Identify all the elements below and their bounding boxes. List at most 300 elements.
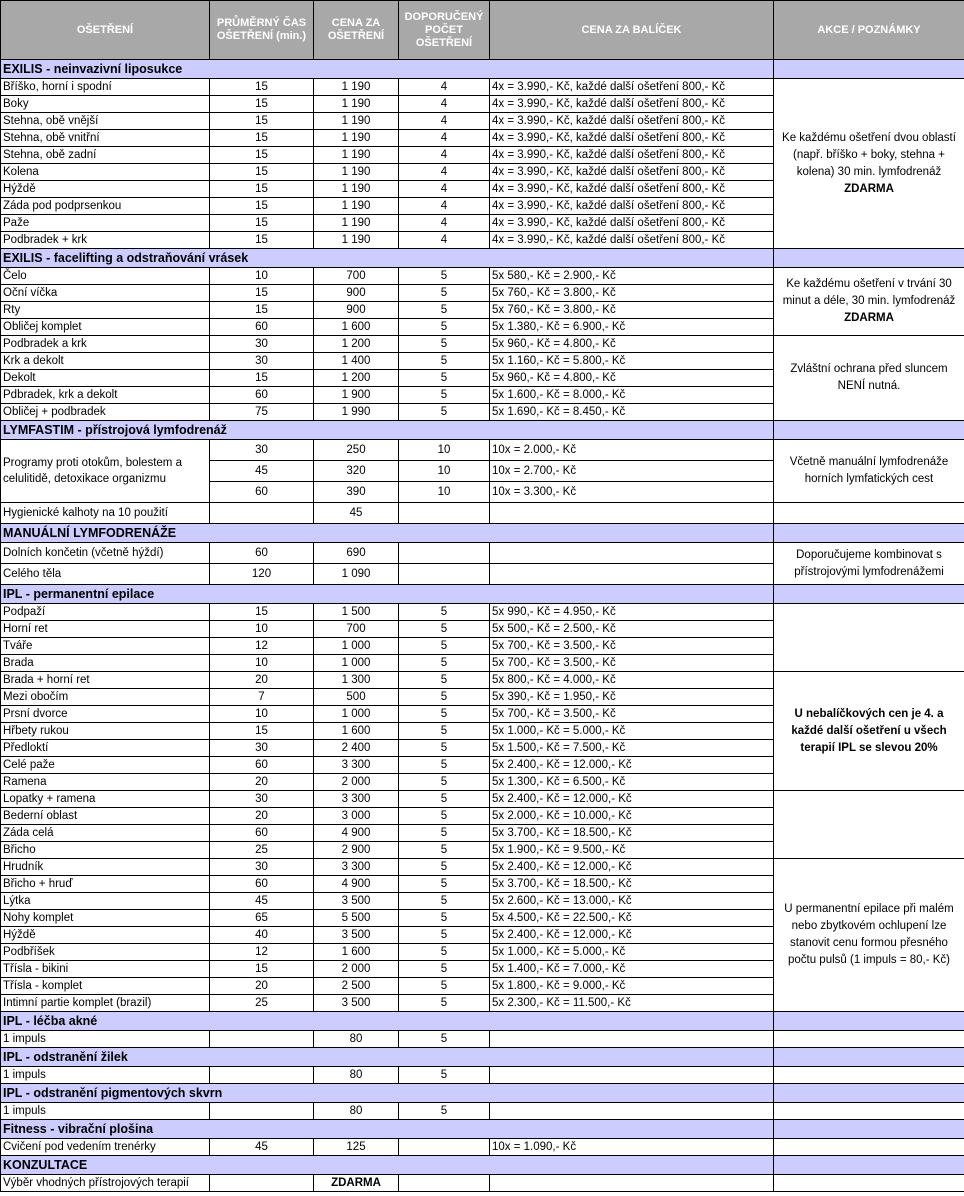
price: 500 bbox=[314, 689, 399, 706]
recommended-count: 5 bbox=[399, 808, 490, 825]
package-price: 5x 1.000,- Kč = 5.000,- Kč bbox=[490, 944, 774, 961]
price: 45 bbox=[314, 503, 399, 524]
section-notes-cell bbox=[774, 1120, 964, 1139]
table-row bbox=[1, 1139, 964, 1156]
package-price: 5x 4.500,- Kč = 22.500,- Kč bbox=[490, 910, 774, 927]
duration: 120 bbox=[210, 564, 314, 585]
duration: 20 bbox=[210, 978, 314, 995]
price: 1 190 bbox=[314, 232, 399, 249]
price: 1 190 bbox=[314, 215, 399, 232]
treatment-name: Stehna, obě vnější bbox=[1, 113, 210, 130]
recommended-count: 4 bbox=[399, 198, 490, 215]
section-title: KONZULTACE bbox=[1, 1156, 774, 1175]
recommended-count: 5 bbox=[399, 319, 490, 336]
package-price: 5x 1.600,- Kč = 8.000,- Kč bbox=[490, 387, 774, 404]
price: 1 000 bbox=[314, 638, 399, 655]
price: 4 900 bbox=[314, 876, 399, 893]
duration: 20 bbox=[210, 672, 314, 689]
price: 1 190 bbox=[314, 147, 399, 164]
section-row bbox=[1, 60, 964, 79]
price: 700 bbox=[314, 268, 399, 285]
section-title: MANUÁLNÍ LYMFODRENÁŽE bbox=[1, 524, 774, 543]
treatment-name: Předloktí bbox=[1, 740, 210, 757]
section-row bbox=[1, 421, 964, 440]
treatment-name: Výběr vhodných přístrojových terapií bbox=[1, 1175, 210, 1192]
treatment-name: Lýtka bbox=[1, 893, 210, 910]
price: 2 400 bbox=[314, 740, 399, 757]
duration: 30 bbox=[210, 859, 314, 876]
treatment-name: Tříslа - bikini bbox=[1, 961, 210, 978]
price: 1 000 bbox=[314, 655, 399, 672]
package-price: 4x = 3.990,- Kč, každé další ošetření 800,- Kč bbox=[490, 96, 774, 113]
recommended-count: 4 bbox=[399, 232, 490, 249]
treatment-name: Stehna, obě zadní bbox=[1, 147, 210, 164]
exilis-lipo-note: Ke každému ošetření dvou oblastí (např. bříško + boky, stehna + kolena) 30 min. lymfodrenáž ZDARMA bbox=[774, 79, 964, 249]
price: 900 bbox=[314, 302, 399, 319]
duration: 20 bbox=[210, 808, 314, 825]
price: 3 300 bbox=[314, 757, 399, 774]
treatment-name: Lopatky + ramena bbox=[1, 791, 210, 808]
price: 900 bbox=[314, 285, 399, 302]
treatment-name: Podbradek + krk bbox=[1, 232, 210, 249]
treatment-name: Intimní partie komplet (brazil) bbox=[1, 995, 210, 1012]
recommended-count: 5 bbox=[399, 638, 490, 655]
table-row bbox=[1, 1067, 964, 1084]
recommended-count: 5 bbox=[399, 859, 490, 876]
recommended-count: 4 bbox=[399, 96, 490, 113]
duration: 15 bbox=[210, 198, 314, 215]
duration: 10 bbox=[210, 268, 314, 285]
recommended-count: 5 bbox=[399, 893, 490, 910]
treatment-name: Hrudník bbox=[1, 859, 210, 876]
price: 1 000 bbox=[314, 706, 399, 723]
package-price: 10x = 2.700,- Kč bbox=[490, 461, 774, 482]
table-row bbox=[1, 1103, 964, 1120]
table-row bbox=[1, 336, 964, 353]
price: 80 bbox=[314, 1031, 399, 1048]
treatment-name: Oční víčka bbox=[1, 285, 210, 302]
treatment-name: Celé paže bbox=[1, 757, 210, 774]
section-row bbox=[1, 1012, 964, 1031]
recommended-count: 5 bbox=[399, 723, 490, 740]
price: 1 200 bbox=[314, 336, 399, 353]
treatment-name: Stehna, obě vnitřní bbox=[1, 130, 210, 147]
duration: 15 bbox=[210, 181, 314, 198]
package-price: 5x 1.300,- Kč = 6.500,- Kč bbox=[490, 774, 774, 791]
package-price: 4x = 3.990,- Kč, každé další ošetření 800,- Kč bbox=[490, 113, 774, 130]
duration: 15 bbox=[210, 961, 314, 978]
treatment-name: Brada bbox=[1, 655, 210, 672]
price: ZDARMA bbox=[314, 1175, 399, 1192]
package-price: 5x 1.400,- Kč = 7.000,- Kč bbox=[490, 961, 774, 978]
treatment-name: Ramena bbox=[1, 774, 210, 791]
duration: 15 bbox=[210, 604, 314, 621]
price: 390 bbox=[314, 482, 399, 503]
recommended-count: 5 bbox=[399, 1031, 490, 1048]
package-price: 5x 760,- Kč = 3.800,- Kč bbox=[490, 285, 774, 302]
package-price: 5x 1.500,- Kč = 7.500,- Kč bbox=[490, 740, 774, 757]
recommended-count: 4 bbox=[399, 147, 490, 164]
package-price: 5x 3.700,- Kč = 18.500,- Kč bbox=[490, 825, 774, 842]
treatment-name: Hýždě bbox=[1, 181, 210, 198]
treatment-name: 1 impuls bbox=[1, 1031, 210, 1048]
package-price: 5x 3.700,- Kč = 18.500,- Kč bbox=[490, 876, 774, 893]
price: 4 900 bbox=[314, 825, 399, 842]
section-row bbox=[1, 1084, 964, 1103]
duration: 15 bbox=[210, 96, 314, 113]
duration: 30 bbox=[210, 791, 314, 808]
manual-note: Doporučujeme kombinovat s přístrojovými lymfodrenážemi bbox=[774, 543, 964, 585]
price: 1 600 bbox=[314, 723, 399, 740]
exilis-face-note: Ke každému ošetření v trvání 30 minut a déle, 30 min. lymfodrenáž ZDARMA bbox=[774, 268, 964, 336]
recommended-count: 5 bbox=[399, 604, 490, 621]
package-price: 5x 760,- Kč = 3.800,- Kč bbox=[490, 302, 774, 319]
section-row bbox=[1, 1120, 964, 1139]
treatment-name: Obličej komplet bbox=[1, 319, 210, 336]
recommended-count: 5 bbox=[399, 336, 490, 353]
price: 1 200 bbox=[314, 370, 399, 387]
price: 1 190 bbox=[314, 164, 399, 181]
package-price: 4x = 3.990,- Kč, každé další ošetření 800,- Kč bbox=[490, 164, 774, 181]
duration: 60 bbox=[210, 319, 314, 336]
treatment-name: Břicho + hruď bbox=[1, 876, 210, 893]
recommended-count: 5 bbox=[399, 655, 490, 672]
recommended-count: 5 bbox=[399, 944, 490, 961]
table-row bbox=[1, 1175, 964, 1192]
duration: 30 bbox=[210, 740, 314, 757]
price: 3 500 bbox=[314, 893, 399, 910]
treatment-name: Obličej + podbradek bbox=[1, 404, 210, 421]
section-row bbox=[1, 585, 964, 604]
recommended-count: 5 bbox=[399, 825, 490, 842]
treatment-name: Krk a dekolt bbox=[1, 353, 210, 370]
lymfastim-label: Programy proti otokům, bolestem a celulitidě, detoxikace organizmu bbox=[1, 440, 210, 503]
recommended-count: 10 bbox=[399, 440, 490, 461]
section-notes-cell bbox=[774, 60, 964, 79]
table-row bbox=[1, 79, 964, 96]
treatment-name: Prsní dvorce bbox=[1, 706, 210, 723]
section-notes-cell bbox=[774, 524, 964, 543]
price: 1 190 bbox=[314, 181, 399, 198]
package-price: 5x 580,- Kč = 2.900,- Kč bbox=[490, 268, 774, 285]
recommended-count: 5 bbox=[399, 370, 490, 387]
price: 1 190 bbox=[314, 79, 399, 96]
package-price: 5x 500,- Kč = 2.500,- Kč bbox=[490, 621, 774, 638]
price: 80 bbox=[314, 1067, 399, 1084]
col-header-package-price: CENA ZA BALÍČEK bbox=[490, 1, 774, 60]
col-header-notes: AKCE / POZNÁMKY bbox=[774, 1, 964, 60]
package-price: 5x 2.400,- Kč = 12.000,- Kč bbox=[490, 927, 774, 944]
section-row bbox=[1, 1048, 964, 1067]
recommended-count: 4 bbox=[399, 164, 490, 181]
duration: 15 bbox=[210, 147, 314, 164]
price: 3 500 bbox=[314, 995, 399, 1012]
table-row bbox=[1, 672, 964, 689]
section-title: EXILIS - neinvazivní liposukce bbox=[1, 60, 774, 79]
treatment-name: Mezi obočím bbox=[1, 689, 210, 706]
ipl-pulse-note: U permanentní epilace při malém nebo zbytkovém ochlupení lze stanovit cenu formou přesného počtu pulsů (1 impuls = 80,- Kč) bbox=[774, 859, 964, 1012]
treatment-name: Dekolt bbox=[1, 370, 210, 387]
duration: 10 bbox=[210, 706, 314, 723]
table-header bbox=[1, 1, 964, 60]
section-row bbox=[1, 249, 964, 268]
section-notes-cell bbox=[774, 585, 964, 604]
price: 1 600 bbox=[314, 944, 399, 961]
package-price: 5x 960,- Kč = 4.800,- Kč bbox=[490, 336, 774, 353]
col-header-treatment: OŠETŘENÍ bbox=[1, 1, 210, 60]
duration: 45 bbox=[210, 1139, 314, 1156]
treatment-name: Bederní oblast bbox=[1, 808, 210, 825]
recommended-count: 5 bbox=[399, 842, 490, 859]
empty-note-cell bbox=[774, 604, 964, 672]
package-price: 4x = 3.990,- Kč, každé další ošetření 800,- Kč bbox=[490, 130, 774, 147]
treatment-name: Pdbradek, krk a dekolt bbox=[1, 387, 210, 404]
price: 1 300 bbox=[314, 672, 399, 689]
duration: 40 bbox=[210, 927, 314, 944]
package-price: 5x 700,- Kč = 3.500,- Kč bbox=[490, 638, 774, 655]
section-notes-cell bbox=[774, 1156, 964, 1175]
section-row bbox=[1, 524, 964, 543]
price: 125 bbox=[314, 1139, 399, 1156]
duration: 65 bbox=[210, 910, 314, 927]
package-price: 5x 800,- Kč = 4.000,- Kč bbox=[490, 672, 774, 689]
recommended-count: 4 bbox=[399, 79, 490, 96]
package-price: 5x 390,- Kč = 1.950,- Kč bbox=[490, 689, 774, 706]
package-price: 4x = 3.990,- Kč, každé další ošetření 800,- Kč bbox=[490, 232, 774, 249]
duration: 15 bbox=[210, 164, 314, 181]
treatment-name: Tváře bbox=[1, 638, 210, 655]
recommended-count: 4 bbox=[399, 113, 490, 130]
section-title: LYMFASTIM - přístrojová lymfodrenáž bbox=[1, 421, 774, 440]
treatment-name: Boky bbox=[1, 96, 210, 113]
price: 250 bbox=[314, 440, 399, 461]
price: 3 500 bbox=[314, 927, 399, 944]
duration: 7 bbox=[210, 689, 314, 706]
recommended-count: 5 bbox=[399, 1103, 490, 1120]
duration: 60 bbox=[210, 387, 314, 404]
recommended-count: 5 bbox=[399, 740, 490, 757]
package-price: 5x 1.380,- Kč = 6.900,- Kč bbox=[490, 319, 774, 336]
recommended-count: 5 bbox=[399, 910, 490, 927]
price: 3 000 bbox=[314, 808, 399, 825]
table-row bbox=[1, 1031, 964, 1048]
treatment-name: Čelo bbox=[1, 268, 210, 285]
ipl-discount-note: U nebalíčkových cen je 4. a každé další ošetření u všech terapií IPL se slevou 20% bbox=[774, 672, 964, 791]
recommended-count: 5 bbox=[399, 302, 490, 319]
duration: 15 bbox=[210, 370, 314, 387]
price: 1 090 bbox=[314, 564, 399, 585]
recommended-count: 10 bbox=[399, 482, 490, 503]
price: 1 190 bbox=[314, 96, 399, 113]
duration: 30 bbox=[210, 336, 314, 353]
treatment-name: Horní ret bbox=[1, 621, 210, 638]
treatment-name: Podbříšek bbox=[1, 944, 210, 961]
section-title: IPL - léčba akné bbox=[1, 1012, 774, 1031]
package-price: 5x 1.160,- Kč = 5.800,- Kč bbox=[490, 353, 774, 370]
price: 3 300 bbox=[314, 859, 399, 876]
duration: 15 bbox=[210, 723, 314, 740]
price: 80 bbox=[314, 1103, 399, 1120]
table-body bbox=[1, 60, 964, 1192]
treatment-name: Třísla - komplet bbox=[1, 978, 210, 995]
duration: 30 bbox=[210, 353, 314, 370]
section-title: EXILIS - facelifting a odstraňování vrásek bbox=[1, 249, 774, 268]
recommended-count: 5 bbox=[399, 268, 490, 285]
price: 1 190 bbox=[314, 113, 399, 130]
treatment-name: Kolena bbox=[1, 164, 210, 181]
package-price: 5x 1.000,- Kč = 5.000,- Kč bbox=[490, 723, 774, 740]
exilis-face-sun-note: Zvláštní ochrana před sluncem NENÍ nutná. bbox=[774, 336, 964, 421]
recommended-count: 5 bbox=[399, 1067, 490, 1084]
section-title: IPL - odstranění pigmentových skvrn bbox=[1, 1084, 774, 1103]
duration: 25 bbox=[210, 995, 314, 1012]
recommended-count: 5 bbox=[399, 961, 490, 978]
package-price: 4x = 3.990,- Kč, každé další ošetření 800,- Kč bbox=[490, 215, 774, 232]
package-price: 5x 2.300,- Kč = 11.500,- Kč bbox=[490, 995, 774, 1012]
section-notes-cell bbox=[774, 1048, 964, 1067]
duration: 15 bbox=[210, 302, 314, 319]
treatment-name: Záda pod podprsenkou bbox=[1, 198, 210, 215]
treatment-name: Bříško, horní i spodní bbox=[1, 79, 210, 96]
recommended-count: 5 bbox=[399, 876, 490, 893]
price: 1 190 bbox=[314, 130, 399, 147]
duration: 12 bbox=[210, 944, 314, 961]
package-price: 5x 700,- Kč = 3.500,- Kč bbox=[490, 655, 774, 672]
duration: 15 bbox=[210, 79, 314, 96]
package-price: 5x 1.690,- Kč = 8.450,- Kč bbox=[490, 404, 774, 421]
recommended-count: 5 bbox=[399, 927, 490, 944]
duration: 15 bbox=[210, 130, 314, 147]
table-row bbox=[1, 268, 964, 285]
duration: 30 bbox=[210, 440, 314, 461]
duration: 15 bbox=[210, 285, 314, 302]
treatment-name: Nohy komplet bbox=[1, 910, 210, 927]
price: 2 000 bbox=[314, 961, 399, 978]
package-price: 4x = 3.990,- Kč, každé další ošetření 800,- Kč bbox=[490, 79, 774, 96]
price: 3 300 bbox=[314, 791, 399, 808]
price: 2 500 bbox=[314, 978, 399, 995]
treatment-name: Podbradek a krk bbox=[1, 336, 210, 353]
package-price: 10x = 2.000,- Kč bbox=[490, 440, 774, 461]
duration: 20 bbox=[210, 774, 314, 791]
package-price: 4x = 3.990,- Kč, každé další ošetření 800,- Kč bbox=[490, 181, 774, 198]
recommended-count: 5 bbox=[399, 791, 490, 808]
treatment-name: Paže bbox=[1, 215, 210, 232]
duration: 10 bbox=[210, 655, 314, 672]
lymfastim-note: Včetně manuální lymfodrenáže horních lymfatických cest bbox=[774, 440, 964, 503]
package-price: 4x = 3.990,- Kč, každé další ošetření 800,- Kč bbox=[490, 147, 774, 164]
recommended-count: 5 bbox=[399, 387, 490, 404]
recommended-count: 5 bbox=[399, 995, 490, 1012]
table-row bbox=[1, 543, 964, 564]
price: 1 600 bbox=[314, 319, 399, 336]
duration: 60 bbox=[210, 876, 314, 893]
duration: 60 bbox=[210, 757, 314, 774]
package-price: 5x 2.000,- Kč = 10.000,- Kč bbox=[490, 808, 774, 825]
package-price: 5x 2.400,- Kč = 12.000,- Kč bbox=[490, 859, 774, 876]
recommended-count: 5 bbox=[399, 621, 490, 638]
recommended-count: 5 bbox=[399, 774, 490, 791]
duration: 10 bbox=[210, 621, 314, 638]
package-price: 5x 2.400,- Kč = 12.000,- Kč bbox=[490, 791, 774, 808]
treatment-name: Hygienické kalhoty na 10 použití bbox=[1, 503, 210, 524]
price: 690 bbox=[314, 543, 399, 564]
table-row bbox=[1, 503, 964, 524]
duration: 15 bbox=[210, 232, 314, 249]
package-price: 5x 2.400,- Kč = 12.000,- Kč bbox=[490, 757, 774, 774]
recommended-count: 5 bbox=[399, 404, 490, 421]
package-price: 5x 700,- Kč = 3.500,- Kč bbox=[490, 706, 774, 723]
price: 5 500 bbox=[314, 910, 399, 927]
package-price: 5x 2.600,- Kč = 13.000,- Kč bbox=[490, 893, 774, 910]
treatment-name: Cvičení pod vedením trenérky bbox=[1, 1139, 210, 1156]
recommended-count: 4 bbox=[399, 181, 490, 198]
price: 2 900 bbox=[314, 842, 399, 859]
table-row bbox=[1, 604, 964, 621]
recommended-count: 5 bbox=[399, 353, 490, 370]
duration: 45 bbox=[210, 893, 314, 910]
package-price: 5x 1.800,- Kč = 9.000,- Kč bbox=[490, 978, 774, 995]
price: 1 190 bbox=[314, 198, 399, 215]
treatment-name: Dolních končetin (včetně hýždí) bbox=[1, 543, 210, 564]
price: 2 000 bbox=[314, 774, 399, 791]
duration: 12 bbox=[210, 638, 314, 655]
section-notes-cell bbox=[774, 1012, 964, 1031]
section-notes-cell bbox=[774, 249, 964, 268]
price: 320 bbox=[314, 461, 399, 482]
recommended-count: 5 bbox=[399, 672, 490, 689]
treatment-name: 1 impuls bbox=[1, 1103, 210, 1120]
duration: 45 bbox=[210, 461, 314, 482]
price: 1 500 bbox=[314, 604, 399, 621]
section-title: Fitness - vibrační plošina bbox=[1, 1120, 774, 1139]
col-header-duration: PRŮMĚRNÝ ČAS OŠETŘENÍ (min.) bbox=[210, 1, 314, 60]
price: 1 900 bbox=[314, 387, 399, 404]
duration: 75 bbox=[210, 404, 314, 421]
price: 1 990 bbox=[314, 404, 399, 421]
table-row bbox=[1, 859, 964, 876]
treatment-name: Brada + horní ret bbox=[1, 672, 210, 689]
treatment-name: Záda celá bbox=[1, 825, 210, 842]
treatment-name: Hýždě bbox=[1, 927, 210, 944]
recommended-count: 5 bbox=[399, 285, 490, 302]
package-price: 10x = 3.300,- Kč bbox=[490, 482, 774, 503]
duration: 60 bbox=[210, 543, 314, 564]
recommended-count: 4 bbox=[399, 215, 490, 232]
price: 1 400 bbox=[314, 353, 399, 370]
treatment-name: Rty bbox=[1, 302, 210, 319]
package-price: 5x 1.900,- Kč = 9.500,- Kč bbox=[490, 842, 774, 859]
package-price: 5x 990,- Kč = 4.950,- Kč bbox=[490, 604, 774, 621]
recommended-count: 5 bbox=[399, 706, 490, 723]
recommended-count: 5 bbox=[399, 689, 490, 706]
section-notes-cell bbox=[774, 1084, 964, 1103]
recommended-count: 10 bbox=[399, 461, 490, 482]
recommended-count: 5 bbox=[399, 757, 490, 774]
recommended-count: 4 bbox=[399, 130, 490, 147]
treatment-name: Celého těla bbox=[1, 564, 210, 585]
treatment-name: Hřbety rukou bbox=[1, 723, 210, 740]
duration: 60 bbox=[210, 825, 314, 842]
table-row bbox=[1, 791, 964, 808]
duration: 15 bbox=[210, 215, 314, 232]
duration: 15 bbox=[210, 113, 314, 130]
section-title: IPL - odstranění žilek bbox=[1, 1048, 774, 1067]
section-notes-cell bbox=[774, 421, 964, 440]
duration: 60 bbox=[210, 482, 314, 503]
price: 700 bbox=[314, 621, 399, 638]
package-price: 5x 960,- Kč = 4.800,- Kč bbox=[490, 370, 774, 387]
